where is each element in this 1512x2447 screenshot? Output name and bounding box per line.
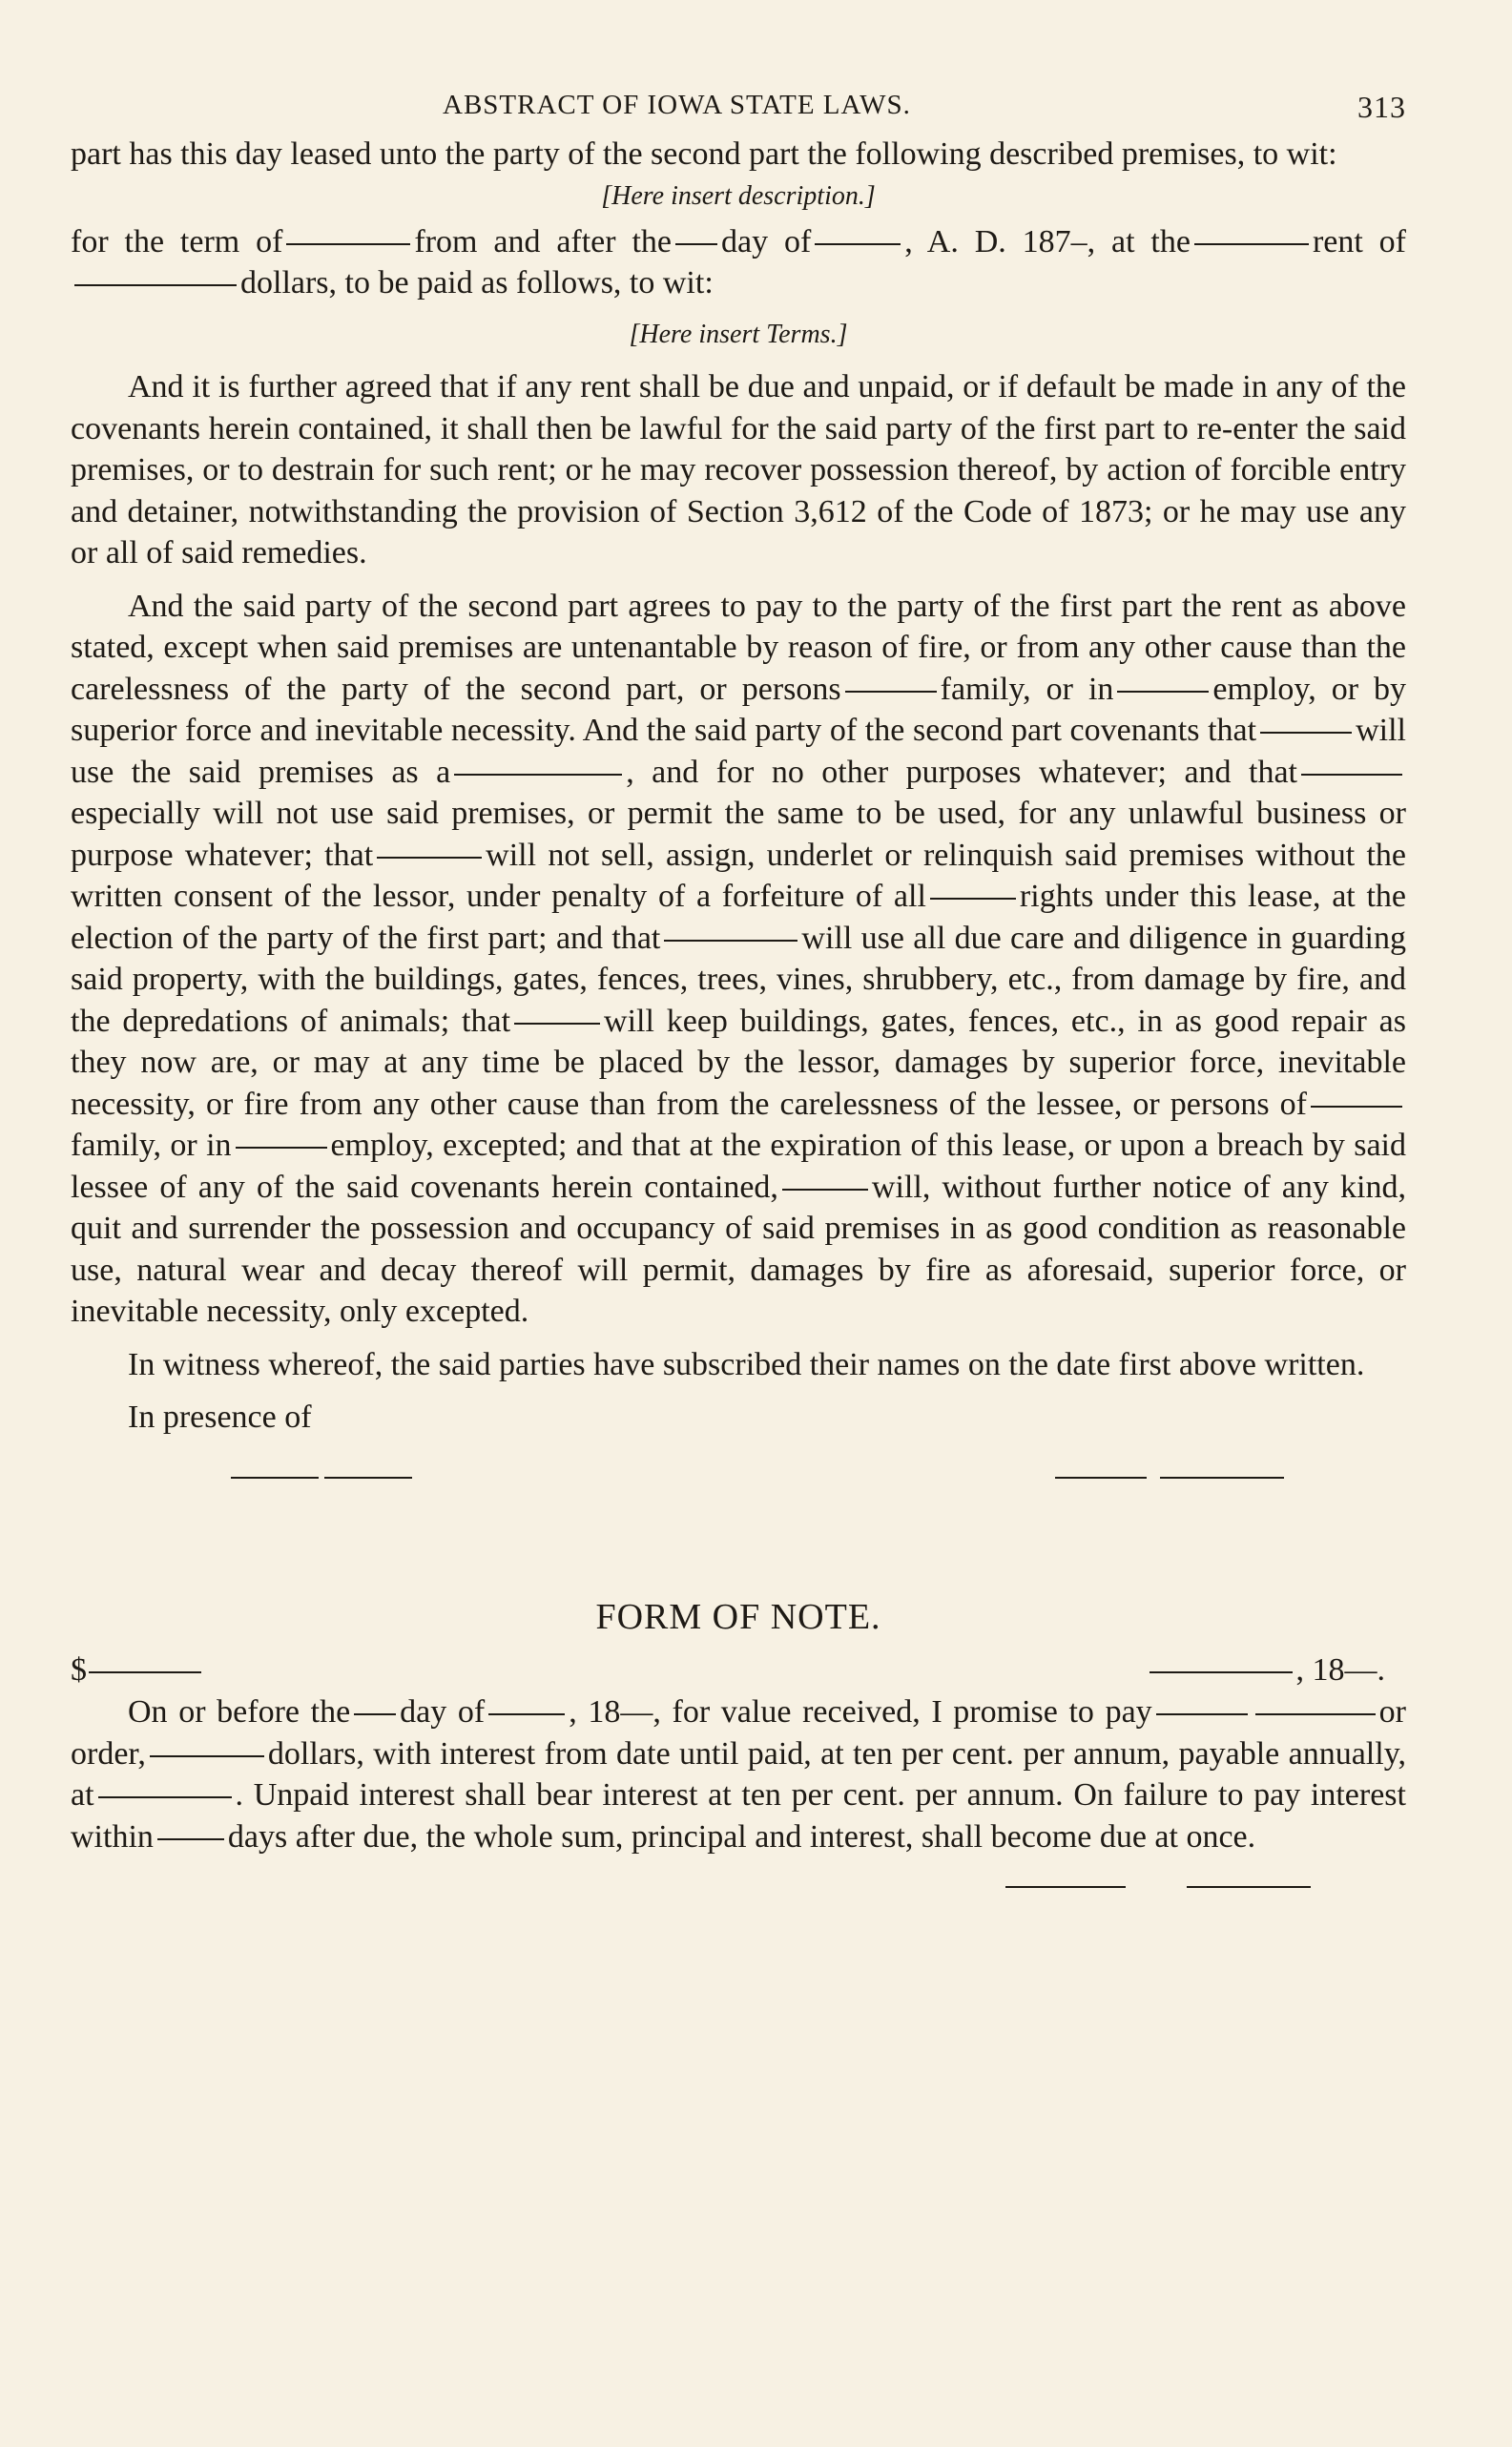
presence-line: In presence of [128, 1400, 312, 1435]
witness-signature-line-2 [324, 1477, 412, 1479]
party-signature-line-1 [1055, 1477, 1147, 1479]
note-date: , 18—. [1146, 1649, 1386, 1691]
insert-description: [Here insert description.] [601, 180, 876, 211]
note-amount-date-row [71, 1649, 1406, 1691]
remedies-paragraph: And it is further agreed that if any rent shall be due and unpaid, or if default be made in any of the covenants herein contained, it shall then be lawful for the said party of the first part to re-enter the said premises, or to destrain for such rent; or he may recover possession thereof, by action of forcible entry and detainer, notwithstanding the provision of Section 3,612 of the Code of 1873; or he may use any or all of said remedies. [71, 369, 1406, 570]
note-signature-lines [71, 1867, 1406, 1905]
note-body: On or before the day of , 18—, for value received, I promise to pay or order, dollars, with interest from date until paid, at ten per cent. per annum, payable annually, at . Unpaid interest shall bear interest at ten per cent. per annum. On failure to pay interest within days after due, the whole sum, principal and interest, shall become due at once. [71, 1694, 1406, 1855]
lease-opening: part has this day leased unto the party of the second part the following described premises, to wit: [71, 136, 1337, 172]
witness-paragraph: In witness whereof, the said parties have subscribed their names on the date first above written. [128, 1346, 1365, 1382]
running-header [71, 90, 1406, 134]
term-clause: for the term of from and after the day of , A. D. 187–, at the rent ofdollars, to be paid as follows, to wit: [71, 223, 1406, 301]
header-title: ABSTRACT OF IOWA STATE LAWS. [443, 90, 911, 120]
note-heading: FORM OF NOTE. [595, 1596, 881, 1637]
note-signature-line-2 [1187, 1886, 1311, 1888]
page-number: 313 [1357, 90, 1406, 124]
lease-form [71, 134, 1406, 1905]
dollar-sign: $ [71, 1649, 205, 1691]
covenants-paragraph: And the said party of the second part agrees to pay to the party of the first part the rent as above stated, except when said premises are untenantable by reason of fire, or from any other cause than the carelessness of the party of the second part, or persons family, or in employ, or by superior force and inevitable necessity. And the said party of the second part covenants that will use the said premises as a , and for no other purposes whatever; and thatespecially will not use said premises, or permit the same to be used, for any unlawful business or purpose whatever; that will not sell, assign, underlet or relinquish said premises without the written consent of the lessor, under penalty of a forfeiture of all rights under this lease, at the election of the party of the first part; and that will use all due care and diligence in guarding said property, with the buildings, gates, fences, trees, vines, shrubbery, etc., from damage by fire, and the depredations of animals; that will keep buildings, gates, fences, etc., in as good repair as they now are, or may at any time be placed by the lessor, damages by superior force, inevitable necessity, or fire from any other cause than from the carelessness of the lessee, or persons offamily, or in employ, excepted; and that at the expiration of this lease, or upon a breach by said lessee of any of the said covenants herein contained, will, without further notice of any kind, quit and surrender the possession and occupancy of said premises in as good condition as reasonable use, natural wear and decay thereof will permit, damages by fire as aforesaid, superior force, or inevitable necessity, only excepted. [71, 588, 1407, 1329]
witness-signature-line-1 [231, 1477, 319, 1479]
signature-lines [71, 1456, 1406, 1494]
page [71, 90, 1406, 1905]
party-signature-line-2 [1160, 1477, 1284, 1479]
note-signature-line-1 [1005, 1886, 1126, 1888]
insert-terms: [Here insert Terms.] [629, 319, 848, 349]
